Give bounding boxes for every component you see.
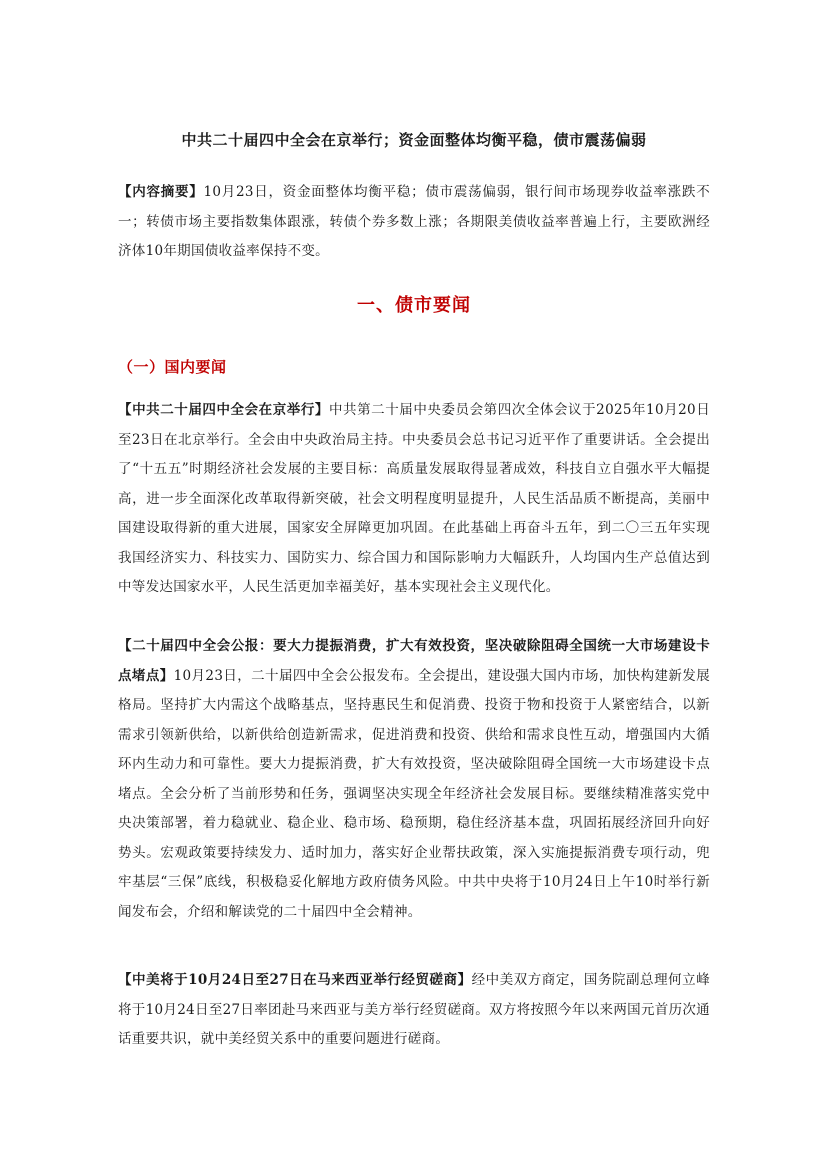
news-item-text: 10月23日，二十届四中全会公报发布。全会提出，建设强大国内市场，加快构建新发展格局。坚持扩大内需这个战略基点，坚持惠民生和促消费、投资于物和投资于人紧密结合，以新需求引领新供给，以新供给创造新需求，促进消费和投资、供给和需求良性互动，增强国内大循环内生动力和可靠性。要大力提振消费，扩大有效投资，坚决破除阻碍全国统一大市场建设卡点堵点。全会分析了当前形势和任务，强调坚决实现全年经济社会发展目标。要继续精准落实党中央决策部署，着力稳就业、稳企业、稳市场、稳预期，稳住经济基本盘，巩固拓展经济回升向好势头。宏观政策要持续发力、适时加力，落实好企业帮扶政策，深入实施提振消费专项行动，兜牢基层“三保”底线，积极稳妥化解地方政府债务风险。中共中央将于10月24日上午10时举行新闻发布会，介绍和解读党的二十届四中全会精神。	[118, 667, 711, 920]
news-item-lead: 【中共二十届四中全会在京举行】	[118, 402, 329, 418]
summary-paragraph	[118, 178, 710, 267]
section-heading: 一、债市要闻	[357, 295, 471, 316]
news-item	[118, 966, 710, 1055]
news-item-lead: 【二十届四中全会公报：要大力提振消费，扩大有效投资，坚决破除阻碍全国统一大市场建设卡点堵点】	[118, 638, 710, 684]
news-item-text: 中共第二十届中央委员会第四次全体会议于2025年10月20日至23日在北京举行。全会由中央政治局主持。中央委员会总书记习近平作了重要讲话。全会提出了“十五五”时期经济社会发展的主要目标：高质量发展取得显著成效，科技自立自强水平大幅提高，进一步全面深化改革取得新突破，社会文明程度明显提升，人民生活品质不断提高，美丽中国建设取得新的重大进展，国家安全屏障更加巩固。在此基础上再奋斗五年，到二〇三五年实现我国经济实力、科技实力、国防实力、综合国力和国际影响力大幅跃升，人均国内生产总值达到中等发达国家水平，人民生活更加幸福美好，基本实现社会主义现代化。	[118, 402, 711, 595]
news-item	[118, 396, 710, 603]
news-item-text: 经中美双方商定，国务院副总理何立峰将于10月24日至27日率团赴马来西亚与美方举行经贸磋商。双方将按照今年以来两国元首历次通话重要共识，就中美经贸关系中的重要问题进行磋商。	[118, 972, 710, 1047]
summary-lead: 【内容摘要】	[118, 184, 204, 200]
document-title: 中共二十届四中全会在京举行；资金面整体均衡平稳，债市震荡偏弱	[181, 131, 647, 149]
news-item	[118, 632, 710, 927]
summary-text: 10月23日，资金面整体均衡平稳；债市震荡偏弱，银行间市场现券收益率涨跌不一；转债市场主要指数集体跟涨，转债个券多数上涨；各期限美债收益率普遍上行，主要欧洲经济体10年期国债收益率保持不变。	[118, 184, 710, 259]
news-item-lead: 【中美将于10月24日至27日在马来西亚举行经贸磋商】	[118, 972, 472, 988]
sub-heading: （一）国内要闻	[118, 358, 227, 376]
